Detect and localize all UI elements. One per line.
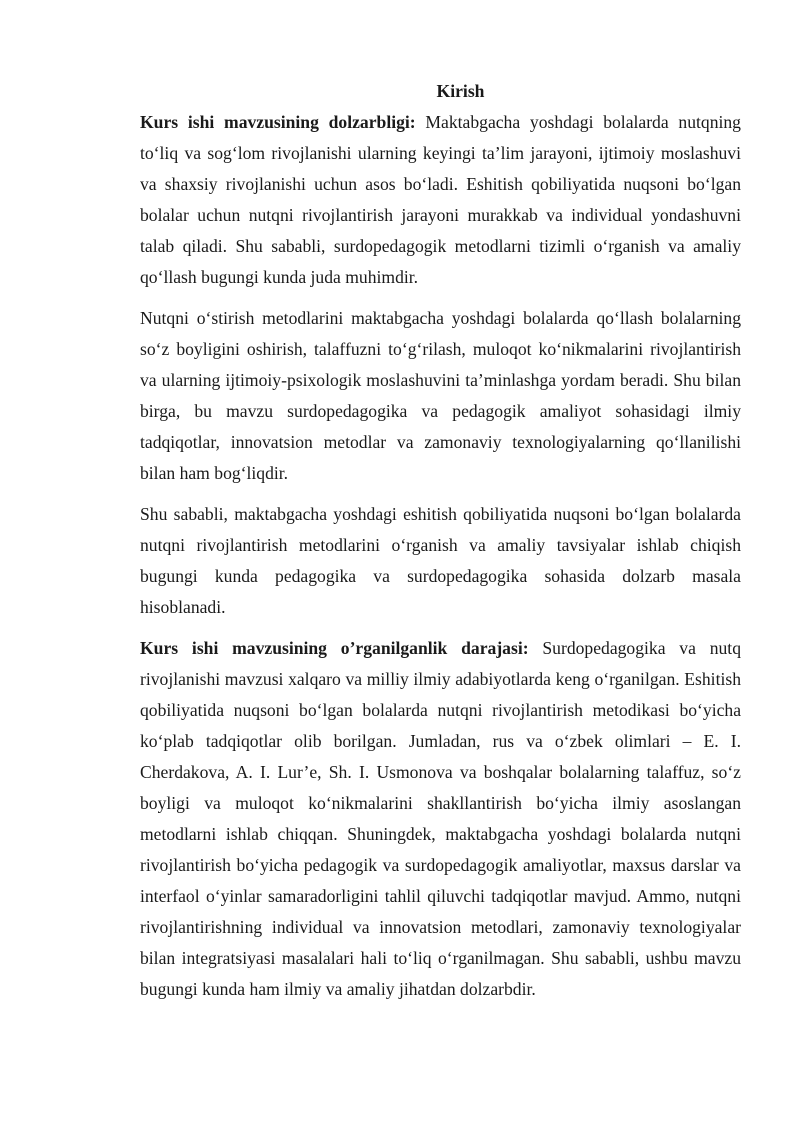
paragraph-text: Nutqni o‘stirish metodlarini maktabgacha yoshdagi bolalarda qo‘llash bolalarning so‘z boyligini oshirish, talaffuzni to‘g‘rilash, muloqot ko‘nikmalarini rivojlantirish va ularning ijtimoiy-psixologik moslashuvini ta’minlashga yordam beradi. Shu bilan birga, bu mavzu surdopedagogika va pedagogik amaliyot sohasidagi ilmiy tadqiqotlar, innovatsion metodlar va zamonaviy texnologiyalarning qo‘llanilishi bilan ham bog‘liqdir. bbox=[140, 308, 741, 483]
paragraph-lead: Kurs ishi mavzusining o’rganilganlik darajasi: bbox=[140, 638, 529, 658]
paragraph-text: Maktabgacha yoshdagi bolalarda nutqning to‘liq va sog‘lom rivojlanishi ularning keyingi ta’lim jarayoni, ijtimoiy moslashuvi va shaxsiy rivojlanishi uchun asos bo‘ladi. Eshitish qobiliyatida nuqsoni bo‘lgan bolalar uchun nutqni rivojlantirish jarayoni murakkab va individual yondashuvni talab qiladi. Shu sababli, surdopedagogik metodlarni tizimli o‘rganish va amaliy qo‘llash bugungi kunda juda muhimdir. bbox=[140, 112, 741, 287]
paragraph-conclusion bbox=[140, 499, 741, 623]
paragraph-methods bbox=[140, 303, 741, 489]
paragraph-text: Shu sababli, maktabgacha yoshdagi eshitish qobiliyatida nuqsoni bo‘lgan bolalarda nutqni rivojlantirish metodlarini o‘rganish va amaliy tavsiyalar ishlab chiqish bugungi kunda pedagogika va surdopedagogika sohasida dolzarb masala hisoblanadi. bbox=[140, 504, 741, 617]
document-page bbox=[140, 76, 741, 1015]
page-title: Kirish bbox=[436, 81, 485, 101]
paragraph-study-level bbox=[140, 633, 741, 1005]
paragraph-relevance bbox=[140, 107, 741, 293]
paragraph-text: Surdopedagogika va nutq rivojlanishi mavzusi xalqaro va milliy ilmiy adabiyotlarda keng o‘rganilgan. Eshitish qobiliyatida nuqsoni bo‘lgan bolalarda nutqni rivojlantirish metodikasi bo‘yicha ko‘plab tadqiqotlar olib borilgan. Jumladan, rus va o‘zbek olimlari – E. I. Cherdakova, A. I. Lur’e, Sh. I. Usmonova va boshqalar bolalarning talaffuz, so‘z boyligi va muloqot ko‘nikmalarini shakllantirish bo‘yicha ilmiy asoslangan metodlarni ishlab chiqqan. Shuningdek, maktabgacha yoshdagi bolalarda nutqni rivojlantirish bo‘yicha pedagogik va surdopedagogik amaliyotlar, maxsus darslar va interfaol o‘yinlar samaradorligini tahlil qiluvchi tadqiqotlar mavjud. Ammo, nutqni rivojlantirishning individual va innovatsion metodlari, zamonaviy texnologiyalar bilan integratsiyasi masalalari hali to‘liq o‘rganilmagan. Shu sababli, ushbu mavzu bugungi kunda ham ilmiy va amaliy jihatdan dolzarbdir. bbox=[140, 638, 741, 999]
paragraph-lead: Kurs ishi mavzusining dolzarbligi: bbox=[140, 112, 416, 132]
